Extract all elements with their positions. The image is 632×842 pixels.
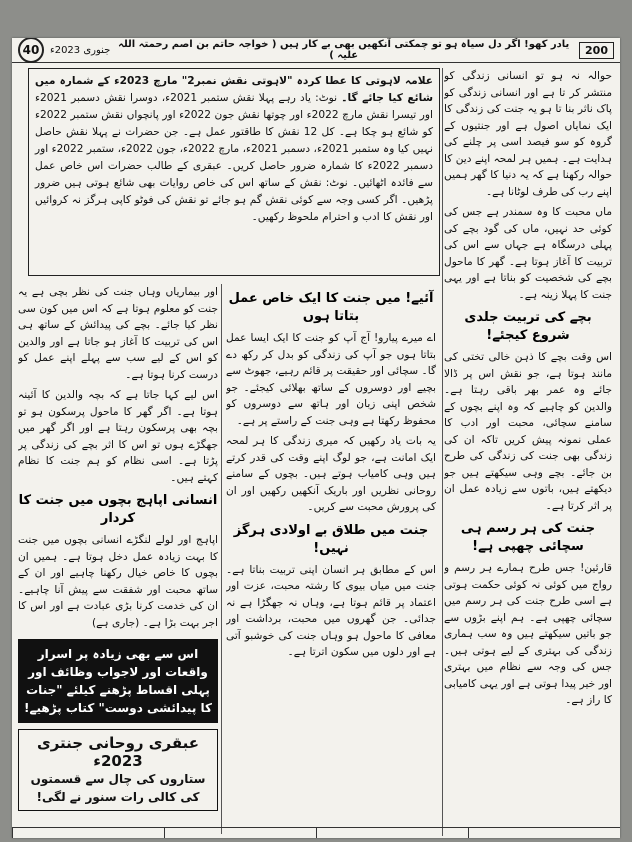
header-tagline: یادر کھو! اگر دل سیاہ ہو تو چمکتی آنکھیں بھی بے کار ہیں ( خواجہ حاتم بن اصم رحمتہ اللہ علیہ ): [118, 39, 570, 61]
section-heading: جنت کی ہر رسم ہی سچائی چھپی ہے!: [460, 521, 596, 554]
page-header: [12, 38, 620, 63]
header-date: جنوری 2023ء: [50, 44, 111, 56]
section-heading: آئیے! میں جنت کا ایک خاص عمل بتاتا ہوں: [228, 291, 434, 324]
paragraph: اے میرے پیارو! آج آپ کو جنت کا ایک ایسا عمل بتاتا ہوں جو آپ کی زندگی کو بدل کر رکھ دے گا۔ سچائی اور حقیقت پر قائم رہیے، جھوٹ سے بچیے اور دوسروں کے ساتھ بھلائی کیجئے۔ جو شخص اپنی زبان اور ہاتھ سے دوسروں کو محفوظ رکھتا ہے وہی جنت کے راستے پر ہے۔: [226, 332, 436, 427]
middle-column: [226, 284, 436, 836]
paragraph: اس لیے کہا جاتا ہے کہ بچہ والدین کا آئینہ ہوتا ہے۔ اگر گھر کا ماحول پرسکون ہو تو بچہ بھی پرسکون رہتا ہے اور اگر گھر میں جھگڑے ہوں تو اس کا اثر بچے کی زندگی پر پڑتا ہے۔ اسی نظام کو ہم جنت کا نظام کہتے ہیں۔: [18, 389, 218, 484]
jantri-promo-box: [18, 729, 218, 811]
magazine-page: [12, 38, 620, 838]
paragraph: اس وقت بچے کا ذہن خالی تختی کی مانند ہوتا ہے، جو نقش اس پر ڈالا جائے وہ عمر بھر باقی رہتا ہے۔ والدین کو چاہیے کہ وہ اپنے بچوں کے سامنے سچائی، محبت اور ادب کا عملی نمونہ پیش کریں تاکہ ان کی زندگی بھی جنت کی زندگی کی طرح بن جائے۔ بچے وہی سیکھتے ہیں جو دیکھتے ہیں، باتوں سے زیادہ عمل ان پر اثر کرتا ہے۔: [444, 351, 612, 512]
section-heading: بچے کی تربیت جلدی شروع کیجئے!: [464, 310, 592, 343]
footer-cell: [316, 828, 468, 838]
book-promo-banner: اس سے بھی زیادہ پر اسرار واقعات اور لاجواب وظائف اور پہلی اقساط پڑھنے کیلئے "جنات کا پیدائشی دوست" کتاب پڑھیے!: [18, 639, 218, 723]
jantri-title: عبقری روحانی جنتری 2023ء: [36, 734, 200, 770]
paragraph: اپاہج اور لولے لنگڑے انسانی بچوں میں جنت کا بہت زیادہ عمل دخل ہوتا ہے۔ ہمیں ان بچوں کا خاص خیال رکھنا چاہیے اور ان کے ساتھ محبت اور شفقت سے پیش آنا چاہیے۔ ان کی خدمت کرنا بڑی عبادت ہے اور اس کا اجر بہت بڑا ہے۔ (جاری ہے): [18, 534, 218, 629]
footer-cell: [468, 828, 620, 838]
paragraph: اور بیماریاں وہاں جنت کی نظر بچی ہے یہ جنت کو معلوم ہوتا ہے کہ اس میں کون سی نظر کیا جائے۔ بچے کی پیدائش کے ساتھ ہی اس کی تربیت کا آغاز ہو جاتا ہے اور والدین کو اس کے لیے سب سے پہلے اپنے عمل کو درست کرنا ہوتا ہے۔: [18, 286, 218, 381]
right-column: [444, 68, 612, 836]
page-number-right: 200: [579, 42, 614, 59]
paragraph: ماں محبت کا وہ سمندر ہے جس کی کوئی حد نہیں، ماں کی گود بچے کی پہلی درسگاہ ہے جہاں سے اس کی تربیت کا آغاز ہوتا ہے۔ گھر کا ماحول بچے کی شخصیت کو بناتا ہے اور یہی جنت کا پہلا زینہ ہے۔: [444, 206, 612, 301]
footer-cell: [164, 828, 316, 838]
page-number-left: 40: [18, 38, 44, 63]
paragraph: قارئین! جس طرح ہمارے ہر رسم و رواج میں کوئی نہ کوئی حکمت ہوتی ہے اسی طرح جنت کی ہر رسم میں سچائی چھپی ہے۔ ہم اپنے بڑوں سے جو باتیں سیکھتے ہیں وہ سب ہماری زندگی کی بہتری کے لیے ہوتی ہیں۔ جس کی وجہ سے نظام میں بہتری اور خیر پیدا ہوتی ہے اور یہی کامیابی کا راز ہے۔: [444, 562, 612, 706]
boxed-notice: [28, 68, 440, 276]
column-divider: [221, 284, 222, 834]
left-column: [18, 284, 218, 836]
paragraph: یہ بات یاد رکھیں کہ میری زندگی کا ہر لمحہ ایک امانت ہے، جو لوگ اپنے وقت کی قدر کرتے ہیں وہی کامیاب ہوتے ہیں۔ بچوں کے سامنے روحانی نظریں اور باریک آنکھیں رکھیں اور ان کی پرورش محبت سے کریں۔: [226, 435, 436, 513]
section-heading: انسانی اپاہج بچوں میں جنت کا کردار: [18, 493, 218, 526]
notice-text: نوٹ: یاد رہے پہلا نقش ستمبر 2021ء، دوسرا نقش دسمبر 2021ء اور تیسرا نقش مارچ 2022ء اور چوتھا نقش جون 2022ء اور پانچواں نقش ستمبر 2022ء کو شائع ہو چکا ہے۔ کل 12 نقش کا طاقتور عمل ہے۔ جن حضرات نے پہلا نقش حاصل نہیں کیا وہ ستمبر 2021ء، دسمبر 2021ء، مارچ 2022ء، جون 2022ء، ستمبر 2022ء اور دسمبر 2022ء کا شمارہ ضرور حاصل کریں۔ عبقری کے طالب حضرات اس خاص عمل سے فائدہ اٹھائیں۔ نوٹ: نقش کے ساتھ اس کی خاص روایات بھی شائع ہوتی ہیں ضرور پڑھیں۔ اگر کسی وجہ سے کوئی نقش گم ہو جائے تو نقش کی فوٹو کاپی ہرگز نہ کروائیں اور نقش کا ادب و احترام ملحوظ رکھیں۔: [35, 92, 434, 223]
jantri-subtitle: ستاروں کی چال سے قسمتوں کی کالی رات سنور نے لگی!: [30, 772, 206, 804]
paragraph: اس کے مطابق ہر انسان اپنی تربیت بناتا ہے۔ جنت میں میاں بیوی کا رشتہ محبت، عزت اور اعتماد پر قائم ہوتا ہے، وہاں نہ جھگڑا ہے نہ جدائی۔ جن گھروں میں محبت، برداشت اور معافی کا ماحول ہو وہاں جنت کی خوشبو آتی ہے اور دلوں میں سکون اترتا ہے۔: [226, 563, 436, 658]
column-divider: [442, 68, 443, 836]
section-heading: جنت میں طلاق بے اولادی ہرگز نہیں!: [233, 522, 429, 556]
notice-lead: علامہ لاہوتی کا عطا کردہ "لاہوتی نقش نمبر2" مارچ 2023ء کے شمارہ میں شائع کیا جائے گا۔: [35, 75, 434, 104]
paragraph: حوالہ نہ ہو تو انسانی زندگی کو منتشر کر تا ہے اور انسانی زندگی کو پاک ناثر بنا تا ہو یہ جنت کی زندگی کا ایک نمایاں اصول ہے اور جنتیوں کے گروہ کو سو فیصد اسی پر چلنے کی ہدایت ہے۔ ہمیں ہر لمحہ اپنے دین کا حوالہ رکھنا ہے کہ یہ دنیا کا گھر ہمیں اپنے رب کی طرف لوٹانا ہے۔: [444, 70, 612, 198]
footer-cell: [12, 828, 164, 838]
footer-strip: [12, 827, 620, 838]
